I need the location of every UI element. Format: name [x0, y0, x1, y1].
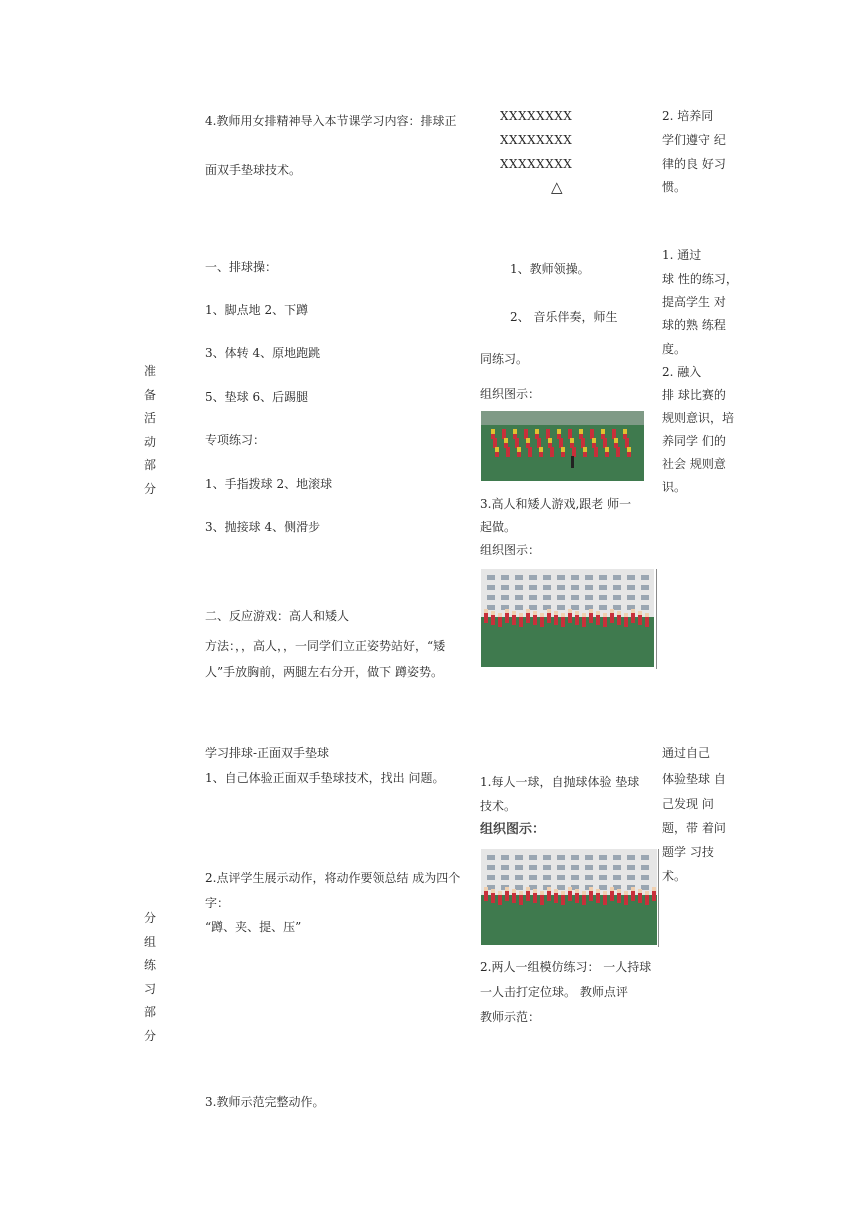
method-line: 一人击打定位球。 教师点评 — [480, 985, 628, 999]
practice-photo — [481, 849, 657, 945]
method-line: 教师示范： — [480, 1010, 541, 1024]
section-char: 练 — [143, 958, 156, 972]
table-border — [658, 849, 659, 947]
goal-line: 球 性的练习， — [662, 272, 738, 286]
section-char: 部 — [143, 1005, 156, 1019]
content-line: 5、垫球 6、后踢腿 — [205, 390, 309, 404]
goal-line: 题学 习技 — [662, 845, 714, 859]
content-line: 人”手放胸前，两腿左右分开，做下 蹲姿势。 — [205, 665, 443, 679]
content-line: “蹲、夹、提、压” — [205, 920, 302, 934]
content-line: 1、自己体验正面双手垫球技术，找出 问题。 — [205, 771, 445, 785]
content-line: 3、抛接球 4、侧滑步 — [205, 520, 321, 534]
content-line: 1、脚点地 2、下蹲 — [205, 303, 309, 317]
goal-line: 球的熟 练程 — [662, 318, 726, 332]
goal-line: 养同学 们的 — [662, 434, 726, 448]
content-line: 1、手指拨球 2、地滚球 — [205, 477, 333, 491]
method-line: 2、 音乐伴奏，师生 — [510, 310, 618, 324]
section-label-prep — [143, 362, 157, 503]
goal-line: 己发现 问 — [662, 797, 714, 811]
goal-line: 律的良 好习 — [662, 157, 726, 171]
game-photo — [481, 569, 654, 667]
section-char: 分 — [143, 1028, 156, 1043]
section-char: 动 — [143, 434, 156, 449]
goal-line: 术。 — [662, 869, 687, 883]
goal-line: 体验垫球 自 — [662, 772, 726, 786]
formation-row: XXXXXXXX — [500, 109, 573, 123]
section-char: 组 — [143, 934, 156, 949]
method-line: 2.两人一组模仿练习： 一人持球 — [480, 960, 652, 974]
content-line: 字： — [205, 896, 230, 910]
content-line: 3、体转 4、原地跑跳 — [205, 346, 321, 360]
method-line: 组织图示： — [480, 543, 541, 557]
goal-line: 2. 培养同 — [662, 109, 714, 123]
goal-line: 提高学生 对 — [662, 295, 726, 309]
goal-line: 规则意识，培 — [662, 411, 735, 425]
section-label-group — [143, 909, 157, 1050]
method-line-heading: 组织图示： — [480, 822, 546, 837]
table-border — [656, 569, 657, 669]
method-line: 1、教师领操。 — [510, 262, 590, 276]
goal-line: 学们遵守 纪 — [662, 133, 726, 147]
section-char: 部 — [143, 458, 156, 472]
content-line: 学习排球-正面双手垫球 — [205, 746, 330, 760]
method-line: 起做。 — [480, 520, 517, 534]
content-line: 方法：，，高人，，一同学们立正姿势站好，“矮 — [205, 639, 446, 653]
section-char: 准 — [143, 364, 156, 378]
method-line: 技术。 — [480, 799, 517, 813]
goal-line: 1. 通过 — [662, 248, 702, 262]
goal-line: 排 球比赛的 — [662, 388, 726, 402]
content-line: 专项练习： — [205, 433, 266, 447]
goal-line: 社会 规则意 — [662, 457, 726, 471]
content-line: 4.教师用女排精神导入本节课学习内容：排球正 — [205, 114, 457, 128]
section-char: 活 — [143, 411, 156, 425]
content-line: 2.点评学生展示动作，将动作要领总结 成为四个 — [205, 871, 461, 885]
goal-line: 度。 — [662, 342, 687, 356]
goal-line: 通过自己 — [662, 746, 711, 760]
formation-row: XXXXXXXX — [500, 157, 573, 171]
formation-row: XXXXXXXX — [500, 133, 573, 147]
method-line: 1.每人一球，自抛球体验 垫球 — [480, 775, 640, 789]
teacher-triangle-icon: △ — [551, 178, 563, 196]
goal-line: 2. 融入 — [662, 365, 702, 379]
content-line: 面双手垫球技术。 — [205, 163, 302, 177]
section-char: 分 — [143, 481, 156, 496]
content-line: 一、排球操： — [205, 260, 278, 274]
content-line: 3.教师示范完整动作。 — [205, 1095, 325, 1109]
content-line: 二、反应游戏：高人和矮人 — [205, 609, 350, 623]
goal-line: 惯。 — [662, 180, 687, 194]
section-char: 备 — [143, 387, 156, 402]
method-line: 3.高人和矮人游戏,跟老 师一 — [480, 497, 632, 511]
goal-line: 题，带 着问 — [662, 821, 726, 835]
formation-photo-1 — [481, 411, 644, 481]
method-line: 组织图示： — [480, 387, 541, 401]
section-char: 分 — [143, 911, 156, 925]
method-line: 同练习。 — [480, 352, 529, 366]
section-char: 习 — [143, 981, 156, 996]
goal-line: 识。 — [662, 480, 687, 494]
